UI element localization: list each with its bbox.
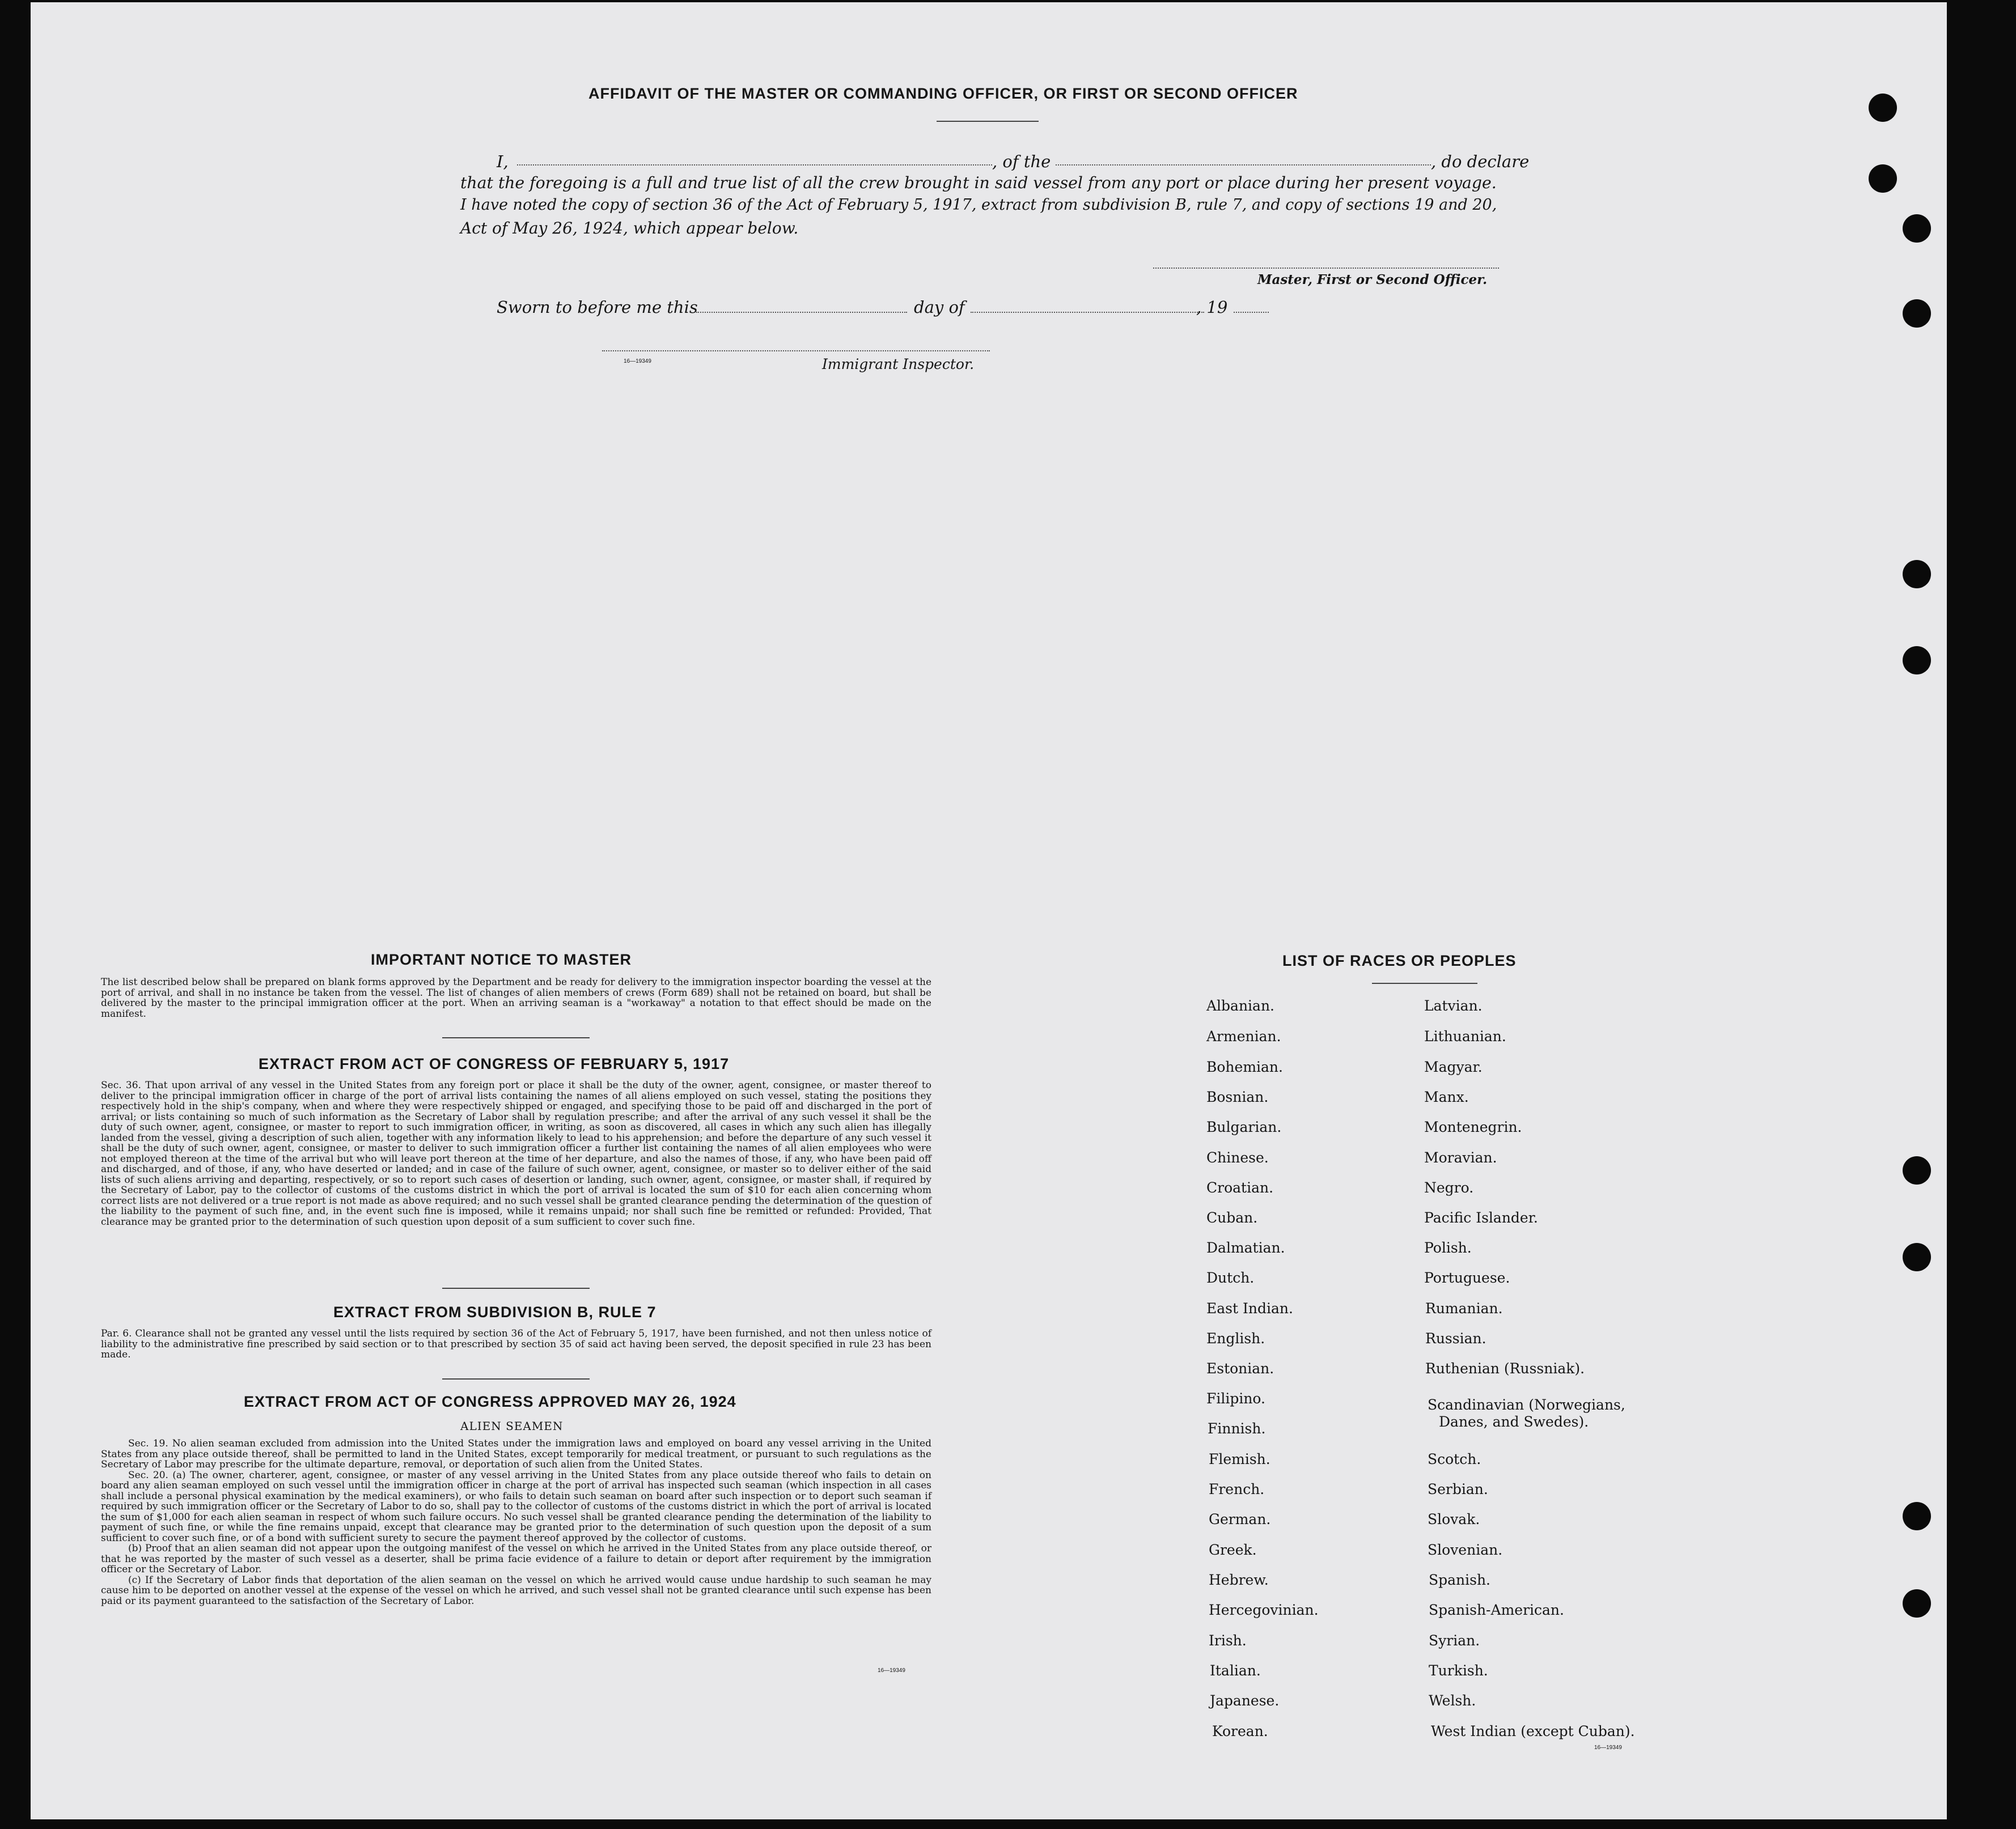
race-item: Italian. xyxy=(1210,1662,1261,1679)
do-declare-label: , do declare xyxy=(1431,152,1530,171)
race-item: Chinese. xyxy=(1206,1149,1269,1166)
title-rule xyxy=(1372,983,1477,984)
race-item: Spanish. xyxy=(1429,1572,1491,1588)
extract-rule7-title: EXTRACT FROM SUBDIVISION B, RULE 7 xyxy=(333,1304,657,1321)
day-field[interactable] xyxy=(696,312,907,313)
race-item: Bosnian. xyxy=(1206,1089,1269,1105)
day-of-label: day of xyxy=(914,298,965,317)
race-item: Lithuanian. xyxy=(1424,1028,1506,1045)
race-item: Manx. xyxy=(1424,1089,1469,1105)
race-item: Bohemian. xyxy=(1206,1059,1283,1075)
race-item: Japanese. xyxy=(1210,1692,1280,1709)
race-item: Armenian. xyxy=(1206,1028,1281,1045)
race-item: Estonian. xyxy=(1206,1360,1274,1377)
form-number: 16—19349 xyxy=(624,358,651,364)
race-item: Filipino. xyxy=(1206,1390,1265,1407)
race-item: Welsh. xyxy=(1429,1692,1476,1709)
affidavit-title: AFFIDAVIT OF THE MASTER OR COMMANDING OFFICER, OR FIRST OR SECOND OFFICER xyxy=(588,85,1298,102)
punch-hole xyxy=(1903,299,1931,328)
extract-1924-title: EXTRACT FROM ACT OF CONGRESS APPROVED MAY 26, 1924 xyxy=(244,1393,736,1410)
race-item: Bulgarian. xyxy=(1206,1119,1282,1135)
race-item: Moravian. xyxy=(1424,1149,1497,1166)
extract-1924-body xyxy=(101,1438,931,1606)
race-item: Slovak. xyxy=(1428,1511,1480,1527)
race-item: French. xyxy=(1209,1481,1265,1497)
punch-hole xyxy=(1869,164,1897,193)
sec20a-text: Sec. 20. (a) The owner, charterer, agent, consignee, or master of any vessel arriving in the United States from any place outside thereof who fails to detain on board any alien seaman employed on such vessel until the immigration officer in charge at the port of arrival has inspected such seaman (which inspection in all cases shall include a personal physical examination by the medical examiners), or who fails to detain such seaman on board after such inspection or to deport such seaman if required by such immigration officer or the Secretary of Labor to do so, shall pay to the collector of customs of the customs district in which the port of arrival is located the sum of $1,000 for each alien seaman in respect of whom such failure occurs. No such vessel shall be granted clearance pending the determination of the liability to payment of such fine, or while the fine remains unpaid, except that clearance may be granted prior to the determination of such question upon the deposit of a sum sufficient to cover such fine, or of a bond with sufficient surety to secure the payment thereof approved by the collector of customs. xyxy=(101,1469,931,1544)
declaration-line-2: that the foregoing is a full and true list of all the crew brought in said vessel from any port or place during her present voyage. xyxy=(460,173,1497,192)
race-item: Slovenian. xyxy=(1428,1542,1503,1558)
sec20b-text: (b) Proof that an alien seaman did not appear upon the outgoing manifest of the vessel on which he arrived in the United States from any place outside thereof, or that he was reported by the master of such vessel as a deserter, shall be prima facie evidence of a failure to detain or deport after requirement by the immigration officer or the Secretary of Labor. xyxy=(101,1543,931,1575)
punch-hole xyxy=(1903,1589,1931,1618)
extract-rule7-text: Par. 6. Clearance shall not be granted any vessel until the lists required by section 36 of the Act of February 5, 1917, have been furnished, and not then unless notice of liability to the administrative fine prescribed by said section or to that prescribed by section 35 of said act having been served, the deposit specified in rule 23 has been made. xyxy=(101,1328,931,1360)
notice-text: The list described below shall be prepared on blank forms approved by the Department and be ready for delivery to the immigration inspector boarding the vessel at the port of arrival, and shall in no instance be taken from the vessel. The list of changes of alien members of crews (Form 689) shall not be retained on board, but shall be delivered by the master to the principal immigration officer at the port. When an arriving seaman is a "workaway" a notation to that effect should be made on the manifest. xyxy=(101,977,931,1020)
race-item: Montenegrin. xyxy=(1424,1119,1522,1135)
race-item: Danes, and Swedes). xyxy=(1439,1414,1589,1430)
sec20c-text: (c) If the Secretary of Labor finds that deportation of the alien seaman on the vessel on which he arrived would cause undue hardship to such seaman he may cause him to be deported on another vessel at the expense of the vessel on which he arrived, and such vessel shall not be granted clearance until such expense has been paid or its payment guaranteed to the satisfaction of the Secretary of Labor. xyxy=(101,1574,931,1607)
race-item: Portuguese. xyxy=(1424,1270,1510,1286)
section-rule xyxy=(442,1037,590,1038)
signature-field[interactable] xyxy=(1153,268,1499,269)
race-item: Dutch. xyxy=(1206,1270,1255,1286)
race-item: Pacific Islander. xyxy=(1424,1210,1538,1226)
race-item: Polish. xyxy=(1424,1240,1472,1256)
punch-hole xyxy=(1903,1243,1931,1271)
race-item: German. xyxy=(1209,1511,1271,1527)
signature-caption: Master, First or Second Officer. xyxy=(1257,272,1488,287)
race-item: East Indian. xyxy=(1206,1300,1293,1317)
punch-hole xyxy=(1903,214,1931,243)
year-label: , 19 xyxy=(1196,298,1228,317)
race-item: Russian. xyxy=(1425,1330,1486,1347)
extract-1917-title: EXTRACT FROM ACT OF CONGRESS OF FEBRUARY 5, 1917 xyxy=(259,1055,730,1072)
notice-title: IMPORTANT NOTICE TO MASTER xyxy=(371,951,632,968)
section-rule xyxy=(442,1288,590,1289)
punch-hole xyxy=(1903,560,1931,588)
race-item: Latvian. xyxy=(1424,998,1483,1014)
race-item: Greek. xyxy=(1209,1542,1257,1558)
punch-hole xyxy=(1903,1502,1931,1530)
sec19-text: Sec. 19. No alien seaman excluded from admission into the United States under the immigration laws and employed on board any vessel arriving in the United States from any place outside thereof, shall be permitted to land in the United States, except temporarily for medical treatment, or pursuant to such regulations as the Secretary of Labor may prescribe for the ultimate departure, removal, or deportation of such alien from the United States. xyxy=(101,1438,931,1470)
alien-seamen-subtitle: ALIEN SEAMEN xyxy=(460,1419,564,1433)
race-item: Albanian. xyxy=(1206,998,1275,1014)
race-item: Cuban. xyxy=(1206,1210,1258,1226)
inspector-caption: Immigrant Inspector. xyxy=(822,356,975,372)
extract-1917-text: Sec. 36. That upon arrival of any vessel in the United States from any foreign port or place it shall be the duty of the owner, agent, consignee, or master thereof to deliver to the principal immigration officer in charge of the port of arrival lists containing the names of all aliens employed on such vessel, stating the positions they respectively hold in the ship's company, when and where they were respectively shipped or engaged, and specifying those to be paid off and discharged in the port of arrival; or lists containing so much of such information as the Secretary of Labor shall by regulation prescribe; and after the arrival of any such vessel it shall be the duty of such owner, agent, consignee, or master to report to such immigration officer, in writing, as soon as discovered, all cases in which any such alien has illegally landed from the vessel, giving a description of such alien, together with any information likely to lead to his apprehension; and before the departure of any such vessel it shall be the duty of such owner, agent, consignee, or master to deliver to such immigration officer a further list containing the names of all alien employees who were not employed thereon at the time of the arrival but who will leave port thereon at the time of her departure, and also the names of those, if any, who have been paid off and discharged, and of those, if any, who have deserted or landed; and in case of the failure of such owner, agent, consignee, or master so to deliver either of the said lists of such aliens arriving and departing, respectively, or so to report such cases of desertion or landing, such owner, agent, consignee, or master shall, if required by the Secretary of Labor, pay to the collector of customs of the customs district in which the port of arrival is located the sum of $10 for each alien concerning whom correct lists are not delivered or a true report is not made as above required; and no such vessel shall be granted clearance pending the determination of the question of the liability to the payment of such fine, and, in the event such fine is imposed, while it remains unpaid; nor shall such fine be remitted or refunded: Provided, That clearance may be granted prior to the determination of such question upon deposit of a sum sufficient to cover such fine. xyxy=(101,1080,931,1228)
race-item: Hebrew. xyxy=(1209,1572,1269,1588)
name-field[interactable] xyxy=(517,164,992,165)
year-field[interactable] xyxy=(1234,312,1269,313)
race-item: Flemish. xyxy=(1209,1451,1270,1467)
section-rule xyxy=(442,1378,590,1380)
race-item: Negro. xyxy=(1424,1179,1474,1196)
punch-hole xyxy=(1903,1156,1931,1185)
punch-hole xyxy=(1903,646,1931,674)
race-item: Ruthenian (Russniak). xyxy=(1425,1360,1585,1377)
race-item: Finnish. xyxy=(1208,1420,1266,1437)
race-item: Scandinavian (Norwegians, xyxy=(1428,1397,1625,1413)
vessel-field[interactable] xyxy=(1056,164,1431,165)
race-item: English. xyxy=(1206,1330,1265,1347)
of-the-label: , of the xyxy=(992,152,1051,171)
sworn-label: Sworn to before me this xyxy=(497,298,698,317)
race-item: Rumanian. xyxy=(1425,1300,1503,1317)
punch-hole xyxy=(1869,94,1897,122)
form-number: 16—19349 xyxy=(878,1667,905,1674)
race-item: Dalmatian. xyxy=(1206,1240,1285,1256)
inspector-signature-field[interactable] xyxy=(602,350,990,351)
race-item: Hercegovinian. xyxy=(1209,1602,1319,1618)
declaration-line-3: I have noted the copy of section 36 of the Act of February 5, 1917, extract from subdivision B, rule 7, and copy of sections 19 and 20, xyxy=(460,196,1497,214)
i-label: I, xyxy=(497,152,509,171)
race-item: Magyar. xyxy=(1424,1059,1483,1075)
race-item: Irish. xyxy=(1209,1632,1247,1649)
month-field[interactable] xyxy=(971,312,1204,313)
form-number: 16—19349 xyxy=(1594,1745,1622,1751)
race-item: Scotch. xyxy=(1428,1451,1481,1467)
race-item: Croatian. xyxy=(1206,1179,1274,1196)
race-item: Turkish. xyxy=(1429,1662,1488,1679)
declaration-line-4: Act of May 26, 1924, which appear below. xyxy=(460,219,799,237)
race-item: Spanish-American. xyxy=(1429,1602,1564,1618)
race-item: West Indian (except Cuban). xyxy=(1431,1723,1635,1739)
race-item: Serbian. xyxy=(1428,1481,1488,1497)
race-item: Korean. xyxy=(1212,1723,1268,1739)
title-rule xyxy=(937,121,1039,122)
race-item: Syrian. xyxy=(1429,1632,1480,1649)
races-title: LIST OF RACES OR PEOPLES xyxy=(1282,952,1517,969)
